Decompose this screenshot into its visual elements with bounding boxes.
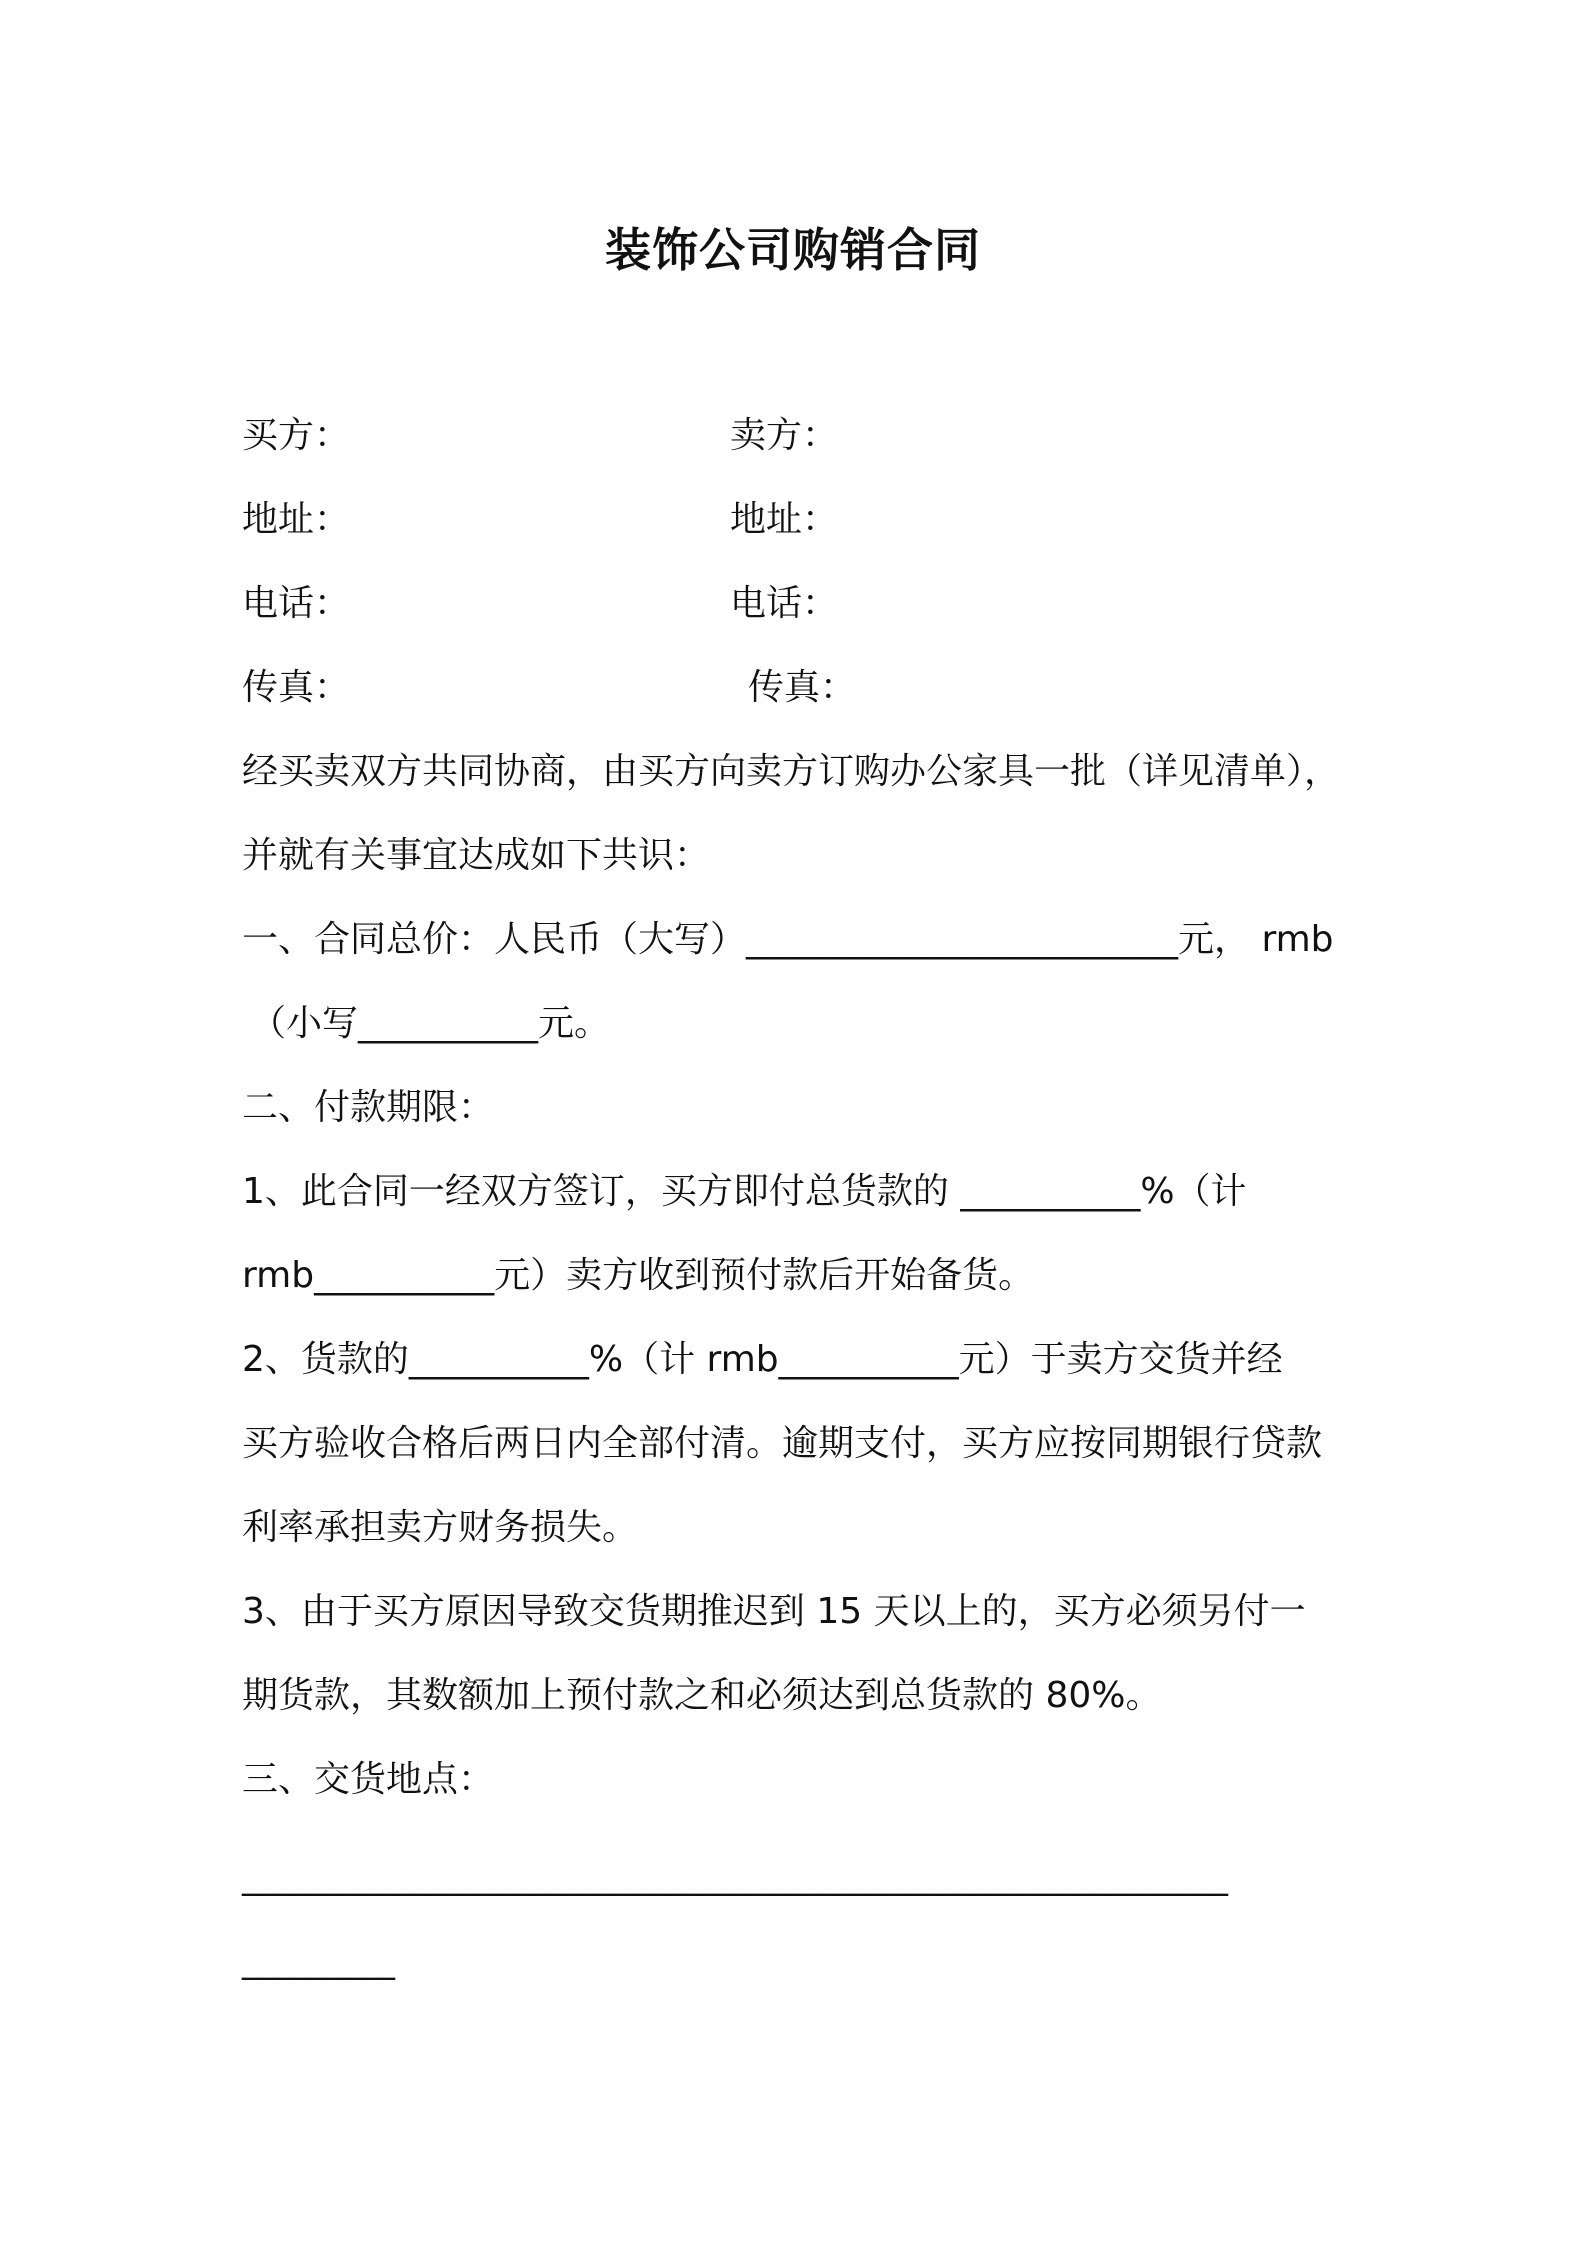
seller-phone-label: 电话： [730,583,839,624]
clause-2-1-line-1: 1、此合同一经双方签订，买方即付总货款的 __________%（计 [242,1171,1247,1212]
clause-2-3-line-1: 3、由于买方原因导致交货期推迟到 15 天以上的，买方必须另付一 [242,1591,1306,1632]
section-2-heading: 二、付款期限： [242,1087,495,1128]
intro-line-2: 并就有关事宜达成如下共识： [242,835,711,876]
buyer-label: 买方： [242,415,351,456]
intro-line-1: 经买卖双方共同协商，由买方向卖方订购办公家具一批（详见清单）， [242,751,1341,792]
document-title: 装饰公司购销合同 [605,223,981,277]
delivery-location-blank-2: _________ [242,1941,395,1981]
section-3-heading: 三、交货地点： [242,1759,495,1800]
delivery-location-blank-1: __________________________________________________________ [242,1857,1228,1897]
clause-2-1-line-2: rmb__________元）卖方收到预付款后开始备货。 [242,1255,1035,1296]
buyer-address-label: 地址： [242,499,351,540]
clause-2-2-line-1: 2、货款的__________%（计 rmb__________元）于卖方交货并经 [242,1339,1283,1380]
seller-address-label: 地址： [730,499,839,540]
clause-2-3-line-2: 期货款，其数额加上预付款之和必须达到总货款的 80%。 [242,1675,1162,1716]
buyer-phone-label: 电话： [242,583,351,624]
clause-2-2-line-3: 利率承担卖方财务损失。 [242,1507,639,1548]
section-1-line-2: （小写__________元。 [250,1003,611,1044]
section-1-line-1: 一、合同总价：人民币（大写）________________________元， rmb [242,919,1334,960]
seller-label: 卖方： [730,415,839,456]
buyer-fax-label: 传真： [242,667,351,708]
clause-2-2-line-2: 买方验收合格后两日内全部付清。逾期支付，买方应按同期银行贷款 [242,1423,1323,1464]
seller-fax-label: 传真： [748,667,857,708]
